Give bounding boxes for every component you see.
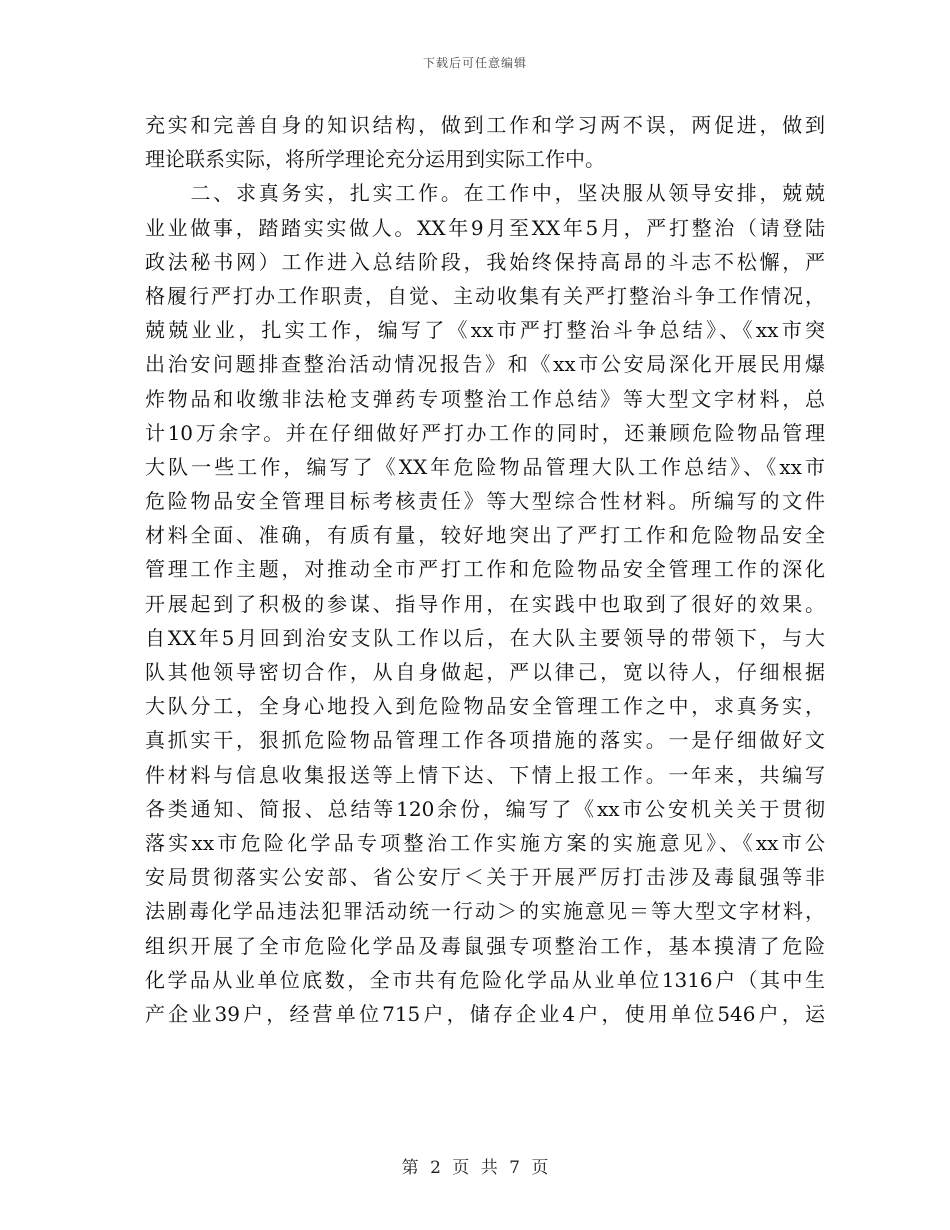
text-line: 各类通知、简报、总结等120余份，编写了《xx市公安机关关于贯彻 — [145, 796, 825, 821]
text-line: 计10万余字。并在仔细做好严打办工作的同时，还兼顾危险物品管理 — [145, 420, 825, 445]
text-line: 安局贯彻落实公安部、省公安厅＜关于开展严厉打击涉及毒鼠强等非 — [145, 865, 825, 890]
text-line: 业业做事，踏踏实实做人。XX年9月至XX年5月，严打整治（请登陆 — [145, 215, 825, 240]
text-line: 自XX年5月回到治安支队工作以后，在大队主要领导的带领下，与大 — [145, 625, 825, 650]
text-line: 化学品从业单位底数，全市共有危险化学品从业单位1316户（其中生 — [145, 967, 825, 992]
text-line: 真抓实干，狠抓危险物品管理工作各项措施的落实。一是仔细做好文 — [145, 728, 825, 753]
text-line: 产企业39户，经营单位715户，储存企业4户，使用单位546户，运 — [145, 1001, 825, 1026]
text-line: 法剧毒化学品违法犯罪活动统一行动＞的实施意见＝等大型文字材料， — [145, 899, 825, 924]
page-header-note: 下载后可任意编辑 — [422, 56, 527, 70]
text-line: 格履行严打办工作职责，自觉、主动收集有关严打整治斗争工作情况， — [145, 283, 825, 308]
text-line: 件材料与信息收集报送等上情下达、下情上报工作。一年来，共编写 — [145, 762, 825, 787]
text-line: 政法秘书网）工作进入总结阶段，我始终保持高昂的斗志不松懈，严 — [145, 249, 825, 274]
text-line: 队其他领导密切合作，从自身做起，严以律己，宽以待人，仔细根据 — [145, 660, 825, 684]
page-number-footer: 第 2 页 共 7 页 — [401, 1158, 549, 1178]
text-line: 二、求真务实，扎实工作。在工作中，坚决服从领导安排，兢兢 — [145, 181, 825, 206]
text-line: 组织开展了全市危险化学品及毒鼠强专项整治工作，基本摸清了危险 — [145, 933, 825, 958]
document-body — [145, 108, 825, 1031]
text-line: 理论联系实际，将所学理论充分运用到实际工作中。 — [145, 147, 605, 172]
text-line: 出治安问题排查整治活动情况报告》和《xx市公安局深化开展民用爆 — [145, 352, 825, 377]
text-line: 充实和完善自身的知识结构，做到工作和学习两不误，两促进，做到 — [145, 113, 825, 137]
text-line: 管理工作主题，对推动全市严打工作和危险物品安全管理工作的深化 — [145, 557, 825, 582]
text-line: 开展起到了积极的参谋、指导作用，在实践中也取到了很好的效果。 — [145, 591, 825, 616]
text-line: 落实xx市危险化学品专项整治工作实施方案的实施意见》、《xx市公 — [145, 830, 825, 855]
text-line: 大队一些工作，编写了《XX年危险物品管理大队工作总结》、《xx市 — [145, 454, 825, 479]
text-line: 危险物品安全管理目标考核责任》等大型综合性材料。所编写的文件 — [145, 489, 825, 514]
text-line: 材料全面、准确，有质有量，较好地突出了严打工作和危险物品安全 — [145, 523, 825, 548]
text-line: 大队分工，全身心地投入到危险物品安全管理工作之中，求真务实， — [145, 694, 825, 719]
text-line: 炸物品和收缴非法枪支弹药专项整治工作总结》等大型文字材料，总 — [145, 386, 825, 411]
text-line: 兢兢业业，扎实工作，编写了《xx市严打整治斗争总结》、《xx市突 — [145, 318, 825, 343]
